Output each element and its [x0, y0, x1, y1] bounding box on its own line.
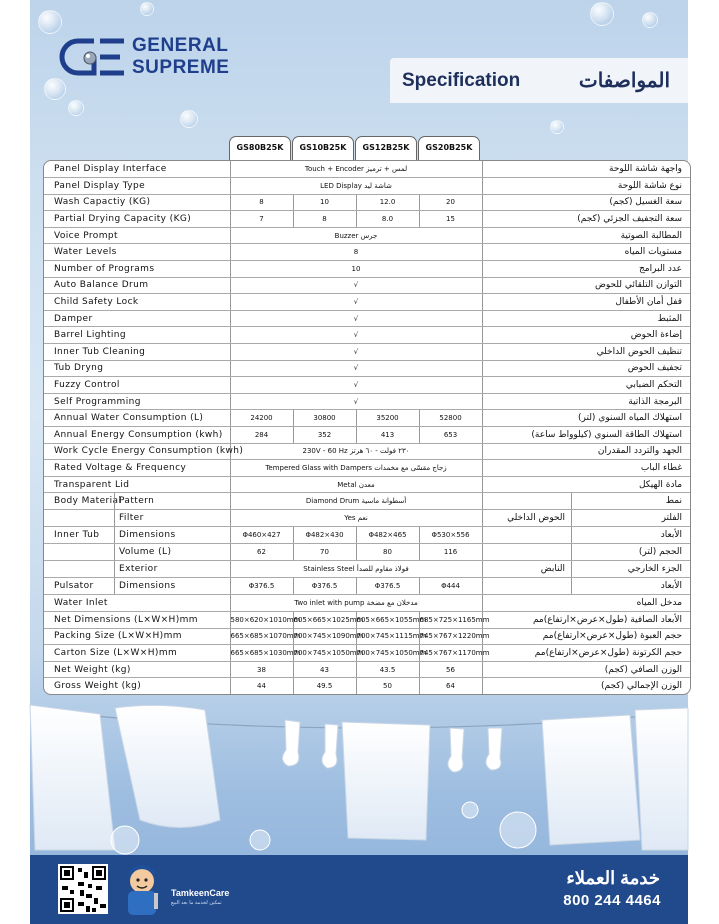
spec-value: 700×745×1115mm — [356, 628, 419, 645]
spec-row — [44, 678, 690, 695]
spec-value: 580×620×1010mm — [230, 611, 293, 628]
spec-group-label: Pulsator — [54, 581, 94, 592]
spec-value: Stainless Steel فولاذ مقاوم للصدأ — [230, 561, 482, 578]
spec-label-ar-group — [482, 510, 690, 527]
spec-label-ar: الجهد والتردد المقدران — [482, 443, 690, 460]
tamkeen-care-label: TamkeenCare — [171, 888, 230, 898]
spec-value: 30800 — [293, 410, 356, 427]
spec-label-ar: مدخل المياه — [482, 595, 690, 612]
spec-row — [44, 261, 690, 278]
spec-sub-label-ar: نمط — [665, 496, 683, 507]
spec-row — [44, 510, 690, 527]
spec-value: 70 — [293, 544, 356, 561]
sock — [448, 728, 464, 772]
spec-value: 49.5 — [293, 678, 356, 695]
spec-value: 7 — [230, 211, 293, 228]
spec-value: √ — [230, 327, 482, 344]
spec-label-en-group — [44, 510, 230, 527]
spec-row — [44, 244, 690, 261]
spec-value: √ — [230, 393, 482, 410]
spec-label-en: Panel Display Type — [44, 178, 230, 195]
spec-label-en: Partial Drying Capacity (KG) — [44, 211, 230, 228]
spec-value: 50 — [356, 678, 419, 695]
shirt-center — [342, 722, 430, 840]
bubble-decoration — [180, 110, 198, 128]
shirt-right — [542, 715, 640, 845]
spec-value: Φ530×556 — [419, 527, 482, 544]
spec-label-en: Net Dimensions (L×W×H)mm — [44, 611, 230, 628]
spec-label-ar: التحكم الضبابي — [482, 377, 690, 394]
model-tab: GS12B25K — [355, 136, 417, 160]
spec-row — [44, 661, 690, 678]
spec-label-ar: البرمجة الذاتية — [482, 393, 690, 410]
spec-label-ar-group — [482, 578, 690, 595]
spec-label-en: Carton Size (L×W×H)mm — [44, 645, 230, 662]
spec-group-label — [44, 544, 114, 560]
spec-row — [44, 628, 690, 645]
spec-sub-label: Dimensions — [114, 578, 230, 594]
spec-row — [44, 344, 690, 361]
spec-label-ar: حجم الكرتونة (طول×عرض×ارتفاع)مم — [482, 645, 690, 662]
model-tab: GS20B25K — [418, 136, 480, 160]
spec-value: 43.5 — [356, 661, 419, 678]
shirt-left — [115, 705, 220, 827]
spec-label-ar: عدد البرامج — [482, 261, 690, 278]
spec-label-en: Work Cycle Energy Consumption (kwh) — [44, 443, 230, 460]
specification-title-en: Specification — [402, 70, 521, 91]
spec-label-ar: المطالبة الصوتية — [482, 227, 690, 244]
spec-label-en-group — [44, 493, 230, 510]
spec-label-ar-group — [482, 527, 690, 544]
spec-label-en: Auto Balance Drum — [44, 277, 230, 294]
spec-value: 20 — [419, 194, 482, 211]
spec-table-wrap — [43, 136, 689, 698]
spec-label-ar: نوع شاشة اللوحة — [482, 178, 690, 195]
spec-label-en-group — [44, 578, 230, 595]
spec-label-ar: مستويات المياه — [482, 244, 690, 261]
bubble-decoration — [38, 10, 62, 34]
spec-group-label: Inner Tub — [54, 530, 100, 541]
spec-value: 745×767×1170mm — [419, 645, 482, 662]
spec-value: Diamond Drum أسطوانة ماسية — [230, 493, 482, 510]
spec-group-label: Body Material — [54, 496, 122, 507]
spec-value: Yes نعم — [230, 510, 482, 527]
spec-label-ar: الوزن الصافي (كجم) — [482, 661, 690, 678]
spec-label-ar: مادة الهيكل — [482, 476, 690, 493]
spec-value: 8 — [230, 244, 482, 261]
spec-value: 605×665×1055mm — [356, 611, 419, 628]
spec-row — [44, 645, 690, 662]
spec-value: 43 — [293, 661, 356, 678]
spec-value: Φ460×427 — [230, 527, 293, 544]
spec-label-en: Damper — [44, 310, 230, 327]
spec-value: 700×745×1050mm — [356, 645, 419, 662]
spec-label-en-group — [44, 544, 230, 561]
laundry-illustration — [30, 700, 688, 855]
spec-label-en-group — [44, 527, 230, 544]
spec-label-ar: تجفيف الحوض — [482, 360, 690, 377]
bubble-decoration — [550, 120, 564, 134]
bubble-decoration — [250, 830, 270, 850]
spec-row — [44, 310, 690, 327]
spec-sub-label-ar: الجزء الخارجي — [627, 564, 683, 575]
spec-label-en: Child Safety Lock — [44, 294, 230, 311]
spec-value: √ — [230, 360, 482, 377]
spec-group-label-ar — [483, 544, 573, 560]
spec-value: 15 — [419, 211, 482, 228]
spec-row — [44, 561, 690, 578]
spec-value: 8 — [293, 211, 356, 228]
spec-label-en: Rated Voltage & Frequency — [44, 460, 230, 477]
sock — [322, 724, 338, 768]
spec-label-ar: إضاءة الحوض — [482, 327, 690, 344]
spec-value: 56 — [419, 661, 482, 678]
bubble-decoration — [44, 78, 66, 100]
bubble-decoration — [500, 812, 536, 848]
spec-label-en: Wash Capactiy (KG) — [44, 194, 230, 211]
spec-value: 64 — [419, 678, 482, 695]
spec-label-ar: واجهة شاشة اللوحة — [482, 161, 690, 178]
spec-value: 284 — [230, 427, 293, 444]
spec-value: Metal معدن — [230, 476, 482, 493]
spec-value: LED Display شاشة ليد — [230, 178, 482, 195]
spec-label-en: Tub Dryng — [44, 360, 230, 377]
spec-value: Φ444 — [419, 578, 482, 595]
spec-value: 38 — [230, 661, 293, 678]
spec-label-en: Annual Energy Consumption (kwh) — [44, 427, 230, 444]
spec-value: 745×767×1220mm — [419, 628, 482, 645]
spec-value: 700×745×1050mm — [293, 645, 356, 662]
spec-label-en: Transparent Lid — [44, 476, 230, 493]
spec-value: 12.0 — [356, 194, 419, 211]
towel-left — [30, 705, 115, 850]
spec-row — [44, 211, 690, 228]
bubble-decoration — [111, 826, 139, 854]
spec-label-en: Inner Tub Cleaning — [44, 344, 230, 361]
spec-label-en: Packing Size (L×W×H)mm — [44, 628, 230, 645]
spec-value: 230V - 60 Hz ٢٣٠ فولت - ٦٠ هرتز — [230, 443, 482, 460]
bubble-decoration — [642, 12, 658, 28]
spec-sub-label: Dimensions — [114, 527, 230, 543]
spec-value: Φ376.5 — [356, 578, 419, 595]
spec-row — [44, 277, 690, 294]
spec-row — [44, 393, 690, 410]
spec-label-en: Water Levels — [44, 244, 230, 261]
spec-label-ar: الوزن الإجمالي (كجم) — [482, 678, 690, 695]
spec-value: Touch + Encoder لمس + ترميز — [230, 161, 482, 178]
spec-group-label-ar: الحوض الداخلي — [483, 510, 573, 526]
spec-value: 605×665×1025mm — [293, 611, 356, 628]
spec-label-en: Water Inlet — [44, 595, 230, 612]
spec-sub-label-ar: الأبعاد — [660, 530, 683, 541]
spec-value: 8.0 — [356, 211, 419, 228]
spec-table — [43, 160, 691, 695]
spec-value: 116 — [419, 544, 482, 561]
spec-value: 44 — [230, 678, 293, 695]
spec-label-en: Voice Prompt — [44, 227, 230, 244]
spec-sub-label: Filter — [114, 510, 230, 526]
spec-label-en-group — [44, 561, 230, 578]
spec-label-ar: المثبط — [482, 310, 690, 327]
spec-row — [44, 327, 690, 344]
model-tab: GS10B25K — [292, 136, 354, 160]
spec-row — [44, 178, 690, 195]
spec-value: 665×685×1070mm — [230, 628, 293, 645]
spec-value: √ — [230, 344, 482, 361]
spec-row — [44, 410, 690, 427]
spec-label-ar-group — [482, 544, 690, 561]
spec-sub-label: Volume (L) — [114, 544, 230, 560]
spec-row — [44, 544, 690, 561]
spec-label-ar-group — [482, 493, 690, 510]
spec-label-ar: سعة التجفيف الجزئي (كجم) — [482, 211, 690, 228]
spec-label-ar: استهلاك الطاقة السنوي (كيلوواط ساعة) — [482, 427, 690, 444]
spec-group-label-ar — [483, 578, 573, 594]
spec-value: Φ482×430 — [293, 527, 356, 544]
qr-code-icon[interactable] — [58, 864, 108, 914]
spec-label-ar: غطاء الباب — [482, 460, 690, 477]
spec-value: Buzzer جرس — [230, 227, 482, 244]
spec-sub-label: Exterior — [114, 561, 230, 577]
spec-label-ar: حجم العبوة (طول×عرض×ارتفاع)مم — [482, 628, 690, 645]
spec-value: 80 — [356, 544, 419, 561]
general-supreme-logo-icon — [68, 37, 126, 77]
spec-sub-label: Pattern — [114, 493, 230, 509]
bubble-decoration — [590, 2, 614, 26]
spec-label-ar: سعة الغسيل (كجم) — [482, 194, 690, 211]
spec-value: 413 — [356, 427, 419, 444]
spec-label-en: Panel Display Interface — [44, 161, 230, 178]
spec-label-ar-group — [482, 561, 690, 578]
spec-value: Two inlet with pump مدخلان مع مضخة — [230, 595, 482, 612]
spec-value: Φ482×465 — [356, 527, 419, 544]
spec-value: Φ376.5 — [230, 578, 293, 595]
spec-value: 352 — [293, 427, 356, 444]
spec-label-ar: استهلاك المياه السنوي (لتر) — [482, 410, 690, 427]
sock — [282, 720, 300, 766]
footer-bar — [30, 855, 688, 924]
spec-value: √ — [230, 377, 482, 394]
spec-value: 653 — [419, 427, 482, 444]
specification-title-ar: المواصفات — [578, 70, 670, 92]
spec-value: 8 — [230, 194, 293, 211]
specification-banner — [390, 58, 688, 103]
spec-row — [44, 460, 690, 477]
brand-name-line1: GENERAL — [132, 35, 229, 56]
spec-sub-label-ar: الفلتر — [661, 513, 683, 524]
spec-row — [44, 443, 690, 460]
spec-value: 62 — [230, 544, 293, 561]
model-header — [229, 136, 481, 160]
bubble-decoration — [462, 802, 478, 818]
spec-value: 35200 — [356, 410, 419, 427]
spec-label-en: Barrel Lighting — [44, 327, 230, 344]
tamkeen-mascot-icon — [116, 861, 168, 919]
spec-label-en: Self Programming — [44, 393, 230, 410]
spec-value: 700×745×1090mm — [293, 628, 356, 645]
spec-value: 24200 — [230, 410, 293, 427]
spec-row — [44, 493, 690, 510]
spec-group-label — [44, 561, 114, 577]
spec-row — [44, 360, 690, 377]
spec-group-label-ar — [483, 527, 573, 543]
spec-value: Φ376.5 — [293, 578, 356, 595]
spec-sub-label-ar: الحجم (لتر) — [638, 547, 683, 558]
spec-value: √ — [230, 310, 482, 327]
spec-label-ar: التوازن التلقائي للحوض — [482, 277, 690, 294]
spec-row — [44, 578, 690, 595]
spec-value: 52800 — [419, 410, 482, 427]
spec-label-ar: تنظيف الحوض الداخلي — [482, 344, 690, 361]
sock — [486, 728, 502, 770]
spec-row — [44, 377, 690, 394]
spec-value: Tempered Glass with Dampers زجاج مقسّى مع مخمدات — [230, 460, 482, 477]
spec-label-en: Net Weight (kg) — [44, 661, 230, 678]
spec-sub-label-ar: الأبعاد — [660, 581, 683, 592]
spec-row — [44, 476, 690, 493]
bubble-decoration — [68, 100, 84, 116]
spec-value: 665×685×1030mm — [230, 645, 293, 662]
tamkeen-care-tagline: تمكين لخدمة ما بعد البيع — [171, 900, 222, 906]
spec-label-en: Fuzzy Control — [44, 377, 230, 394]
spec-group-label-ar: النابض — [483, 561, 573, 577]
model-tab: GS80B25K — [229, 136, 291, 160]
spec-value: √ — [230, 294, 482, 311]
spec-row — [44, 161, 690, 178]
spec-group-label-ar — [483, 493, 573, 509]
spec-label-en: Gross Weight (kg) — [54, 681, 142, 692]
spec-row — [44, 611, 690, 628]
spec-row — [44, 194, 690, 211]
spec-value: 685×725×1165mm — [419, 611, 482, 628]
brand-name-line2: SUPREME — [132, 57, 230, 78]
brand-logo — [68, 32, 248, 84]
spec-label-ar: الأبعاد الصافية (طول×عرض×ارتفاع)مم — [482, 611, 690, 628]
spec-row — [44, 294, 690, 311]
spec-row — [44, 427, 690, 444]
spec-row — [44, 227, 690, 244]
spec-row — [44, 595, 690, 612]
spec-row — [44, 527, 690, 544]
spec-label-en: Number of Programs — [44, 261, 230, 278]
spec-value: 10 — [293, 194, 356, 211]
spec-sheet-page — [30, 0, 688, 924]
bubble-decoration — [140, 2, 154, 16]
spec-value: √ — [230, 277, 482, 294]
customer-service-phone[interactable]: 800 244 4464 — [563, 892, 661, 909]
spec-value: 10 — [230, 261, 482, 278]
customer-service-label: خدمة العملاء — [566, 868, 660, 888]
spec-label-ar: قفل أمان الأطفال — [482, 294, 690, 311]
spec-group-label — [44, 510, 114, 526]
towel-right — [635, 708, 688, 850]
spec-label-en: Annual Water Consumption (L) — [44, 410, 230, 427]
